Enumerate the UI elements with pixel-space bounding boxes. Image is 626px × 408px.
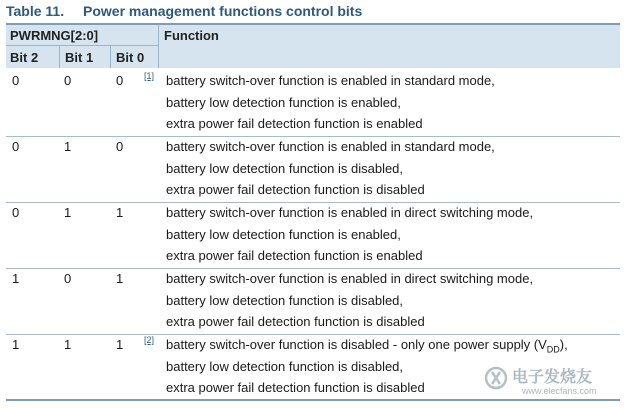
header-function: Function	[164, 28, 219, 43]
footnote-link[interactable]: [1]	[144, 71, 155, 81]
function-line: extra power fail detection function is disabled	[166, 380, 425, 395]
header-bit-divider	[110, 45, 111, 68]
table-row	[6, 268, 620, 334]
header-register-group: PWRMNG[2:0]	[10, 28, 99, 43]
header-function-divider	[158, 25, 159, 68]
table-number: Table 11.	[6, 3, 65, 19]
watermark-url: www.elecfans.com	[522, 386, 597, 396]
function-line: battery low detection function is disabled,	[166, 358, 404, 374]
function-line: battery switch-over function is enabled in standard mode,	[166, 73, 495, 88]
function-line: extra power fail detection function is enabled	[166, 116, 423, 131]
function-line: extra power fail detection function is disabled	[166, 182, 425, 197]
function-description	[166, 271, 533, 336]
function-description	[166, 139, 495, 204]
bit-0-value: 1	[116, 205, 124, 220]
function-line	[166, 337, 568, 359]
header-bit-divider	[59, 45, 60, 68]
table-row	[6, 202, 620, 268]
function-description	[166, 73, 495, 138]
bit-2-value: 0	[12, 139, 20, 154]
bit-0-value: 1	[116, 337, 124, 352]
function-line-text: battery switch-over function is disabled - only one power supply (V	[166, 337, 547, 352]
bit-0-value: 0	[116, 73, 124, 88]
table-caption	[6, 3, 620, 23]
bit-1-value: 1	[64, 139, 72, 154]
bit-1-value: 1	[64, 337, 72, 352]
watermark	[482, 360, 622, 404]
bit-1-value: 1	[64, 205, 72, 220]
function-line-suffix: ),	[559, 337, 568, 352]
function-line: battery low detection function is disabled,	[166, 292, 404, 308]
footnote-link[interactable]: [2]	[144, 335, 155, 345]
bit-2-value: 1	[12, 337, 20, 352]
table-row	[6, 70, 620, 136]
header-bit-1: Bit 1	[65, 50, 94, 65]
header-group-divider	[6, 45, 158, 46]
function-line: battery low detection function is enabled,	[166, 94, 401, 110]
bit-2-value: 1	[12, 271, 20, 286]
function-line: battery low detection function is enabled,	[166, 226, 401, 242]
header-bit-0: Bit 0	[116, 50, 145, 65]
bit-0-value: 1	[116, 271, 124, 286]
function-line: battery low detection function is disabled,	[166, 160, 404, 176]
bit-1-value: 0	[64, 271, 72, 286]
bit-0-value: 0	[116, 139, 124, 154]
vdd-subscript: DD	[546, 344, 560, 355]
table-row	[6, 136, 620, 202]
function-line: extra power fail detection function is enabled	[166, 248, 423, 263]
table-header	[6, 25, 620, 68]
function-line: battery switch-over function is enabled in direct switching mode,	[166, 271, 534, 286]
function-description	[166, 205, 533, 270]
function-line: extra power fail detection function is disabled	[166, 314, 425, 329]
table-title: Power management functions control bits	[83, 3, 363, 19]
bit-1-value: 0	[64, 73, 72, 88]
bit-2-value: 0	[12, 73, 20, 88]
function-line: battery switch-over function is enabled in standard mode,	[166, 139, 495, 154]
function-line: battery switch-over function is enabled in direct switching mode,	[166, 205, 534, 220]
elecfans-logo-icon	[482, 362, 510, 402]
watermark-text: 电子发烧友	[512, 369, 593, 386]
header-bit-2: Bit 2	[10, 50, 39, 65]
bit-2-value: 0	[12, 205, 20, 220]
